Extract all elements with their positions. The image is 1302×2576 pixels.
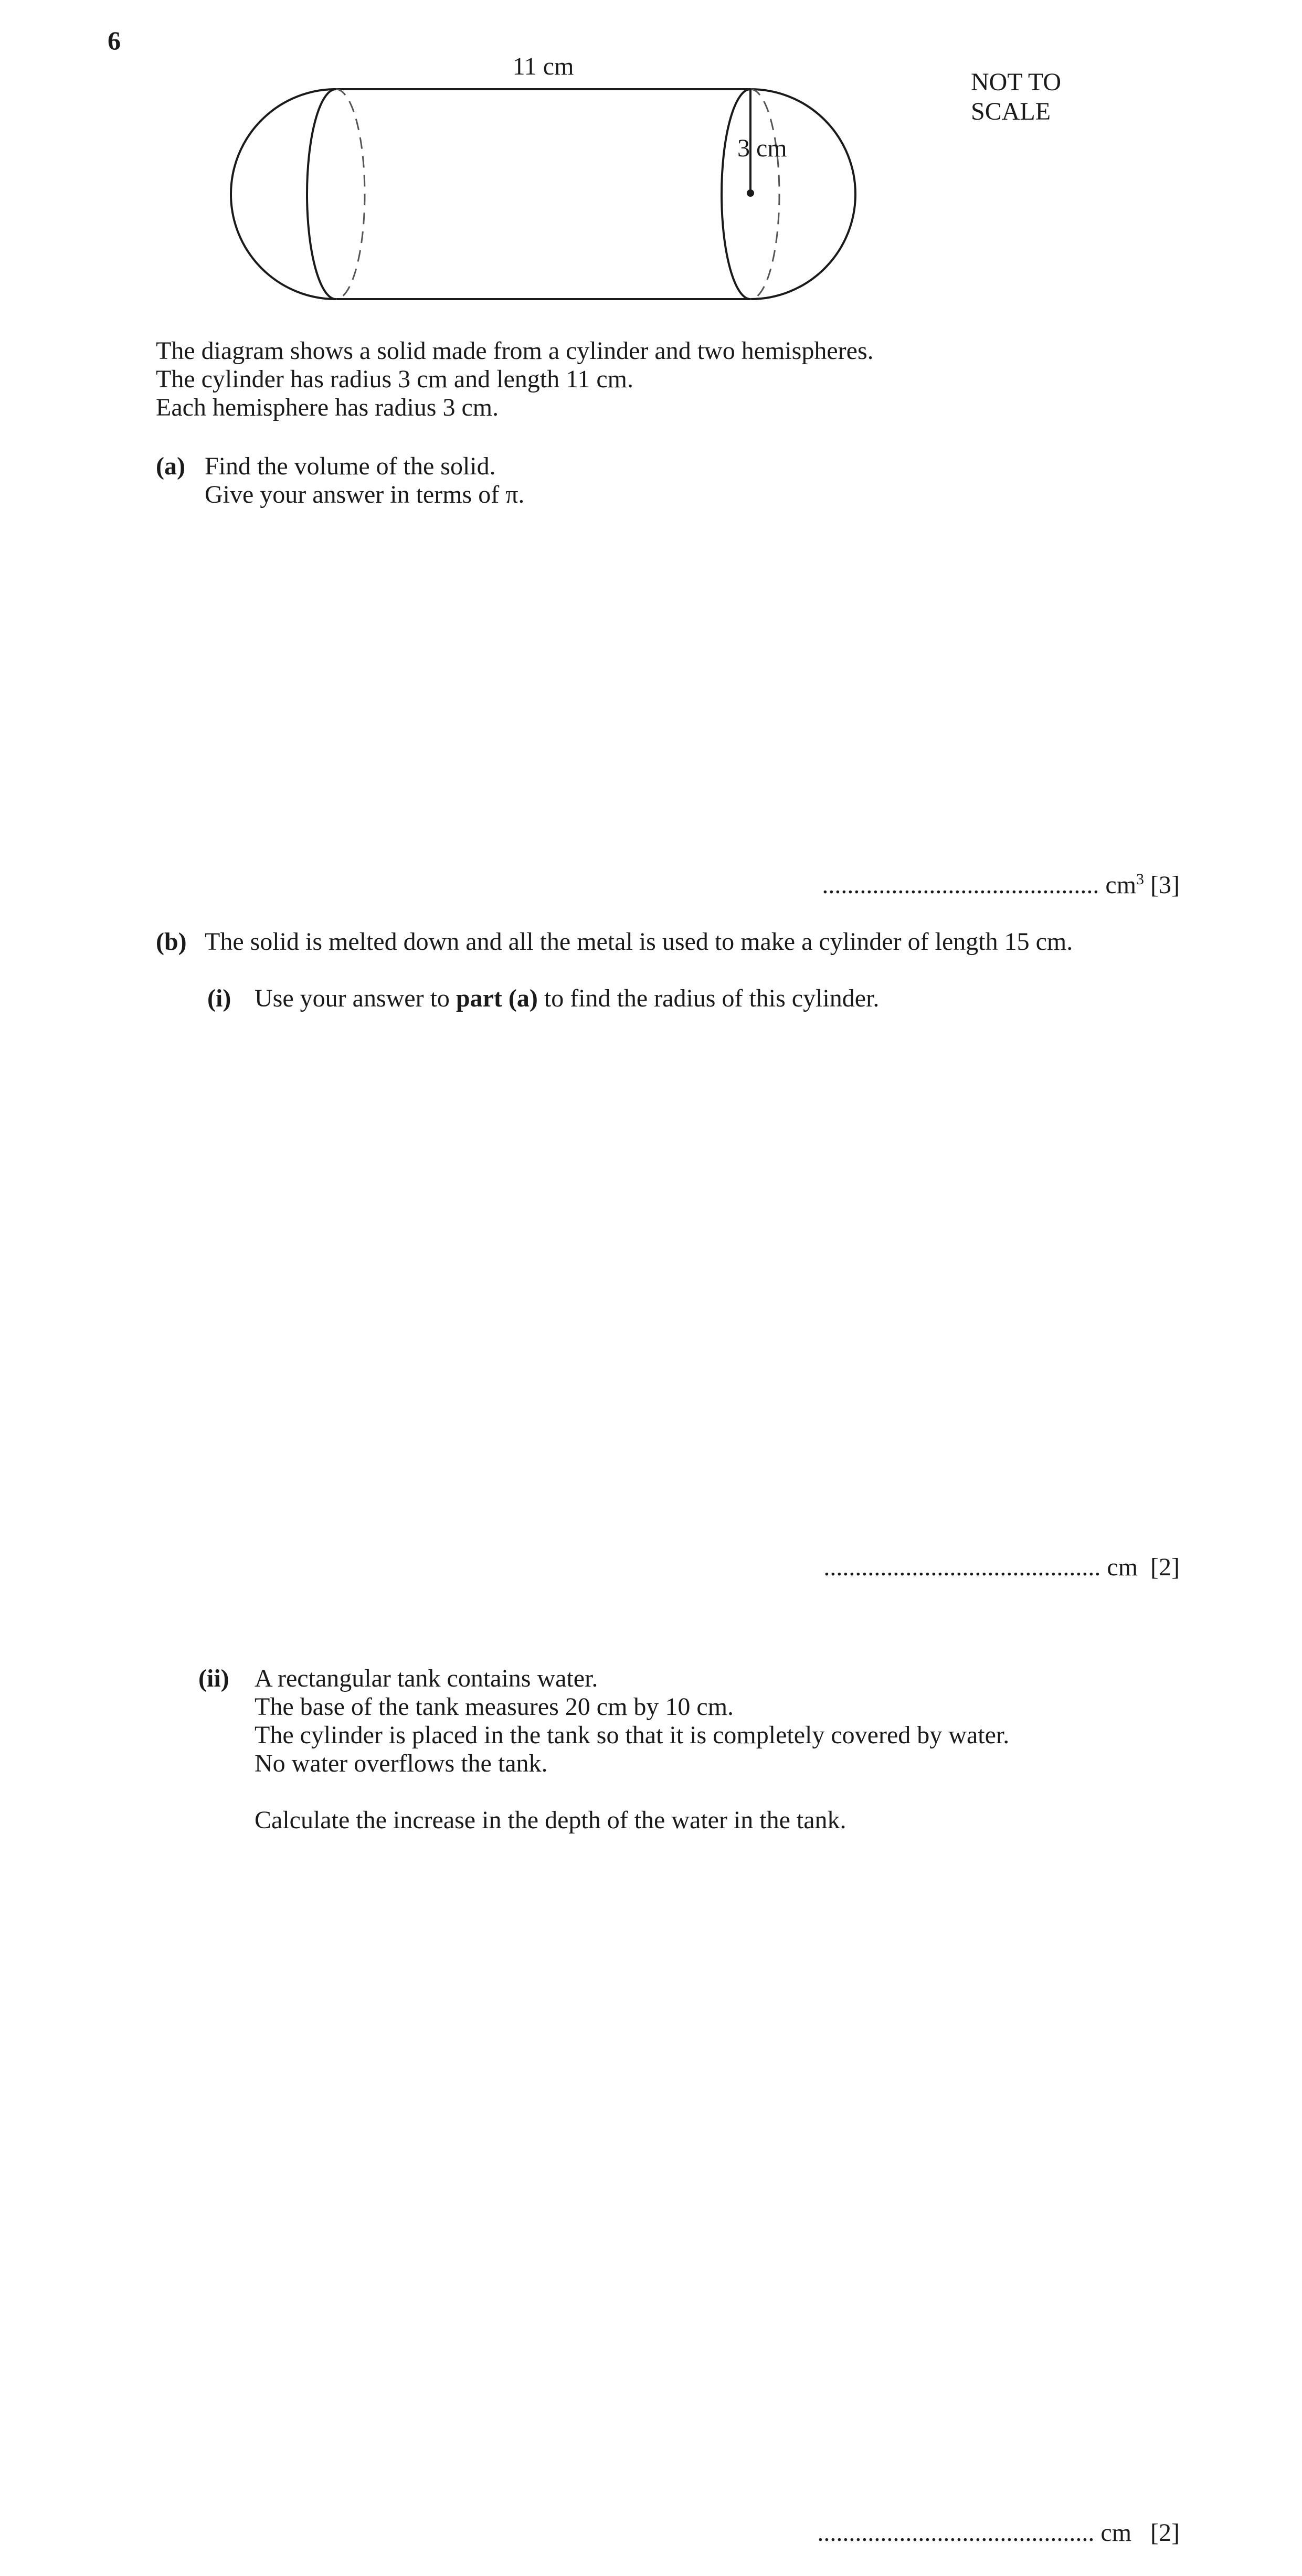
part-b-i-answer-dots[interactable]: ............................................ <box>823 1553 1101 1581</box>
part-a-label: (a) <box>156 452 185 480</box>
part-a-answer-dots[interactable]: ............................................ <box>822 871 1099 899</box>
right-hemisphere-arc <box>750 89 855 299</box>
length-label: 11 cm <box>512 52 574 80</box>
part-a-answer-unit-sup: 3 <box>1136 871 1145 888</box>
part-b-i-marks: [2] <box>1150 1553 1180 1581</box>
part-b-i-answer-unit: cm <box>1107 1553 1138 1581</box>
part-a-line-1: Find the volume of the solid. <box>205 452 496 480</box>
radius-label: 3 cm <box>737 134 787 162</box>
part-b-i-text-after: to find the radius of this cylinder. <box>537 984 880 1012</box>
part-a-line-2: Give your answer in terms of π. <box>205 481 525 508</box>
part-b-ii-answer-line <box>817 2519 1180 2547</box>
intro-line-1: The diagram shows a solid made from a cylinder and two hemispheres. <box>156 337 874 365</box>
part-a-answer-line <box>822 871 1180 899</box>
part-b-ii-instruction: Calculate the increase in the depth of the water in the tank. <box>255 1806 846 1834</box>
part-b-i-answer-line <box>823 1553 1180 1582</box>
part-b-label: (b) <box>156 928 187 956</box>
part-b-ii-marks: [2] <box>1150 2519 1180 2547</box>
part-b-ii-answer-dots[interactable]: ............................................ <box>817 2519 1095 2547</box>
capsule-diagram <box>0 0 1302 367</box>
part-b-text: The solid is melted down and all the metal is used to make a cylinder of length 15 cm. <box>205 928 1073 956</box>
part-b-i-text-bold: part (a) <box>456 984 538 1012</box>
part-b-ii-line-4: No water overflows the tank. <box>255 1750 548 1777</box>
centre-point <box>747 189 754 197</box>
intro-line-3: Each hemisphere has radius 3 cm. <box>156 394 499 421</box>
part-a-marks: [3] <box>1150 871 1180 899</box>
part-b-i-text-before: Use your answer to <box>255 984 456 1012</box>
part-b-ii-line-3: The cylinder is placed in the tank so that it is completely covered by water. <box>255 1721 1010 1749</box>
part-b-ii-line-1: A rectangular tank contains water. <box>255 1665 598 1692</box>
left-ellipse-back <box>336 89 365 299</box>
part-b-ii-answer-unit: cm <box>1100 2519 1132 2547</box>
part-b-i-text <box>255 984 879 1013</box>
left-hemisphere-arc <box>231 89 336 299</box>
part-b-ii-label: (ii) <box>198 1665 229 1692</box>
intro-line-2: The cylinder has radius 3 cm and length 11 cm. <box>156 365 633 393</box>
part-b-ii-line-2: The base of the tank measures 20 cm by 10 cm. <box>255 1693 734 1721</box>
not-to-scale-line-2: SCALE <box>971 98 1051 125</box>
question-number: 6 <box>108 26 121 55</box>
right-ellipse-back <box>750 89 779 299</box>
not-to-scale-line-1: NOT TO <box>971 68 1062 96</box>
part-b-i-label: (i) <box>207 984 231 1012</box>
left-ellipse-front <box>307 89 336 299</box>
part-a-answer-unit: cm <box>1105 871 1137 899</box>
right-ellipse-front <box>722 89 750 299</box>
